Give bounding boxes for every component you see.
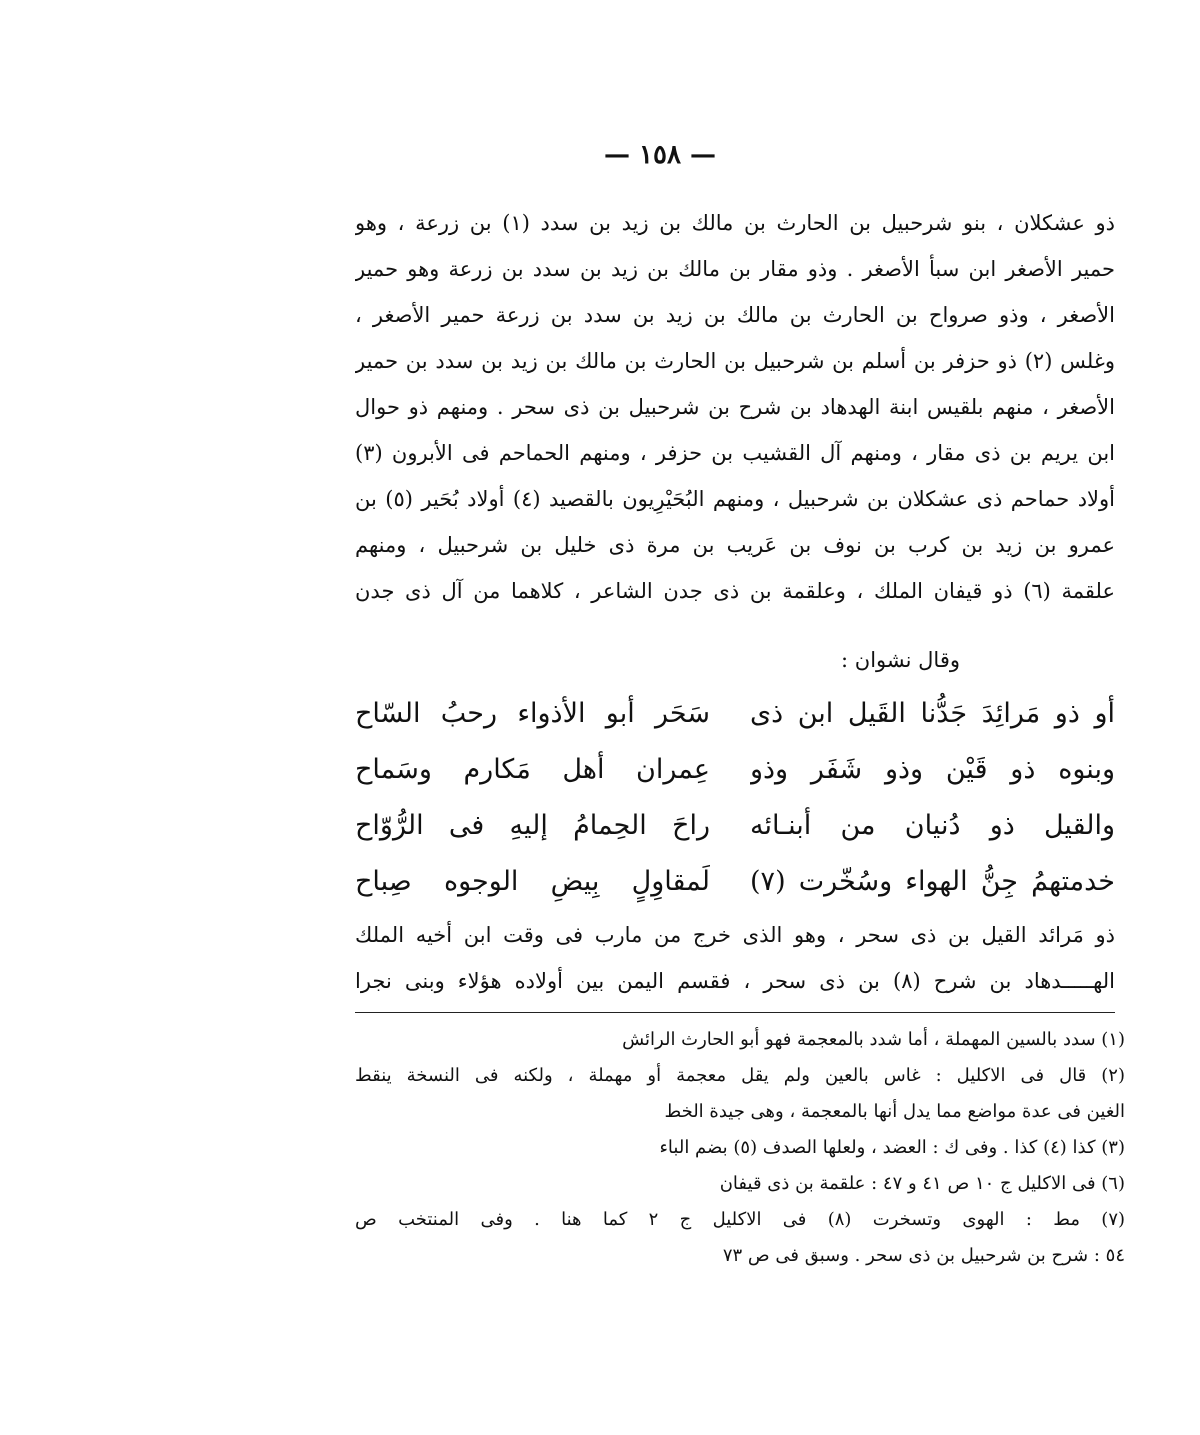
poem-intro: وقال نشوان : [841,648,960,672]
body-line: ذو عشكلان ، بنو شرحبيل بن الحارث بن مالك بن زيد بن سدد (١) بن زرعة ، وهو [355,211,1115,235]
body-line: ابن يريم بن ذى مقار ، ومنهم آل القشيب بن حزفر ، ومنهم الحماحم فى الأبرون (٣) [355,441,1115,465]
hemistich-first: أو ذو مَرائِدَ جَدُّنا القَيل ابن ذى [750,698,1115,729]
hemistich-first: وبنوه ذو قَيْن وذو شَفَر وذو [750,754,1115,785]
footnote-line: (٧) مط : الهوى وتسخرت (٨) فى الاكليل ج ٢ كما هنا . وفى المنتخب ص [355,1209,1125,1230]
body-line: الأصغر ، وذو صرواح بن الحارث بن مالك بن زيد بن سدد بن زرعة حمير الأصغر ، [355,303,1115,327]
footnote-separator [355,1012,1115,1013]
body-line: ذو مَرائد القيل بن ذى سحر ، وهو الذى خرج من مارب فى وقت ابن أخيه الملك [355,923,1115,947]
footnote-line: (٣) كذا (٤) كذا . وفى ك : العضد ، ولعلها الصدف (٥) بضم الباء [659,1137,1125,1158]
poem-couplet [355,854,1115,910]
body-line: علقمة (٦) ذو قيفان الملك ، وعلقمة بن ذى جدن الشاعر ، كلاهما من آل ذى جدن [355,579,1115,603]
body-line: حمير الأصغر ابن سبأ الأصغر . وذو مقار بن مالك بن زيد بن سدد بن زرعة وهو حمير [355,257,1115,281]
page-number: — ١٥٨ — [603,140,717,170]
footnote-line: (١) سدد بالسين المهملة ، أما شدد بالمعجمة فهو أبو الحارث الرائش [622,1029,1125,1050]
footnote-line: الغين فى عدة مواضع مما يدل أنها بالمعجمة ، وهى جيدة الخط [664,1101,1125,1122]
poem-couplet [355,686,1115,742]
poem-couplet [355,742,1115,798]
poem [355,686,1115,910]
footnotes [355,1022,1125,1274]
hemistich-first: والقيل ذو دُنيان من أبنـائه [750,810,1115,841]
body-line: الهـــــدهاد بن شرح (٨) بن ذى سحر ، فقسم اليمن بين أولاده هؤلاء وبنى نجرا [355,969,1115,993]
body-line: أولاد حماحم ذى عشكلان بن شرحبيل ، ومنهم البُحَيْرِيون بالقصيد (٤) أولاد بُحَير (٥) بن [355,487,1115,511]
footnote-line: ٥٤ : شرح بن شرحبيل بن ذى سحر . وسبق فى ص ٧٣ [722,1245,1125,1266]
body-line: وغلس (٢) ذو حزفر بن أسلم بن شرحبيل بن الحارث بن مالك بن زيد بن سدد بن حمير [355,349,1115,373]
body-text-continued [355,912,1115,1004]
hemistich-second: عِمران أهل مَكارم وسَماح [355,754,710,785]
hemistich-second: سَحَر أبو الأذواء رحبُ السّاح [355,698,710,729]
footnote-line: (٦) فى الاكليل ج ١٠ ص ٤١ و ٤٧ : علقمة بن ذى قيفان [719,1173,1125,1194]
poem-couplet [355,798,1115,854]
hemistich-second: راحَ الحِمامُ إليهِ فى الرُّوّاح [355,810,710,841]
hemistich-second: لَمقاوِلٍ بِيضِ الوجوه صِباح [355,866,710,897]
body-text [355,200,1115,614]
hemistich-first: خدمتهمُ جِنُّ الهواء وسُخّرت (٧) [750,866,1115,897]
body-line: عمرو بن زيد بن كرب بن نوف بن عَريب بن مرة ذى خليل بن شرحبيل ، ومنهم [355,533,1115,557]
footnote-line: (٢) قال فى الاكليل : غاس بالعين ولم يقل معجمة أو مهملة ، ولكنه فى النسخة ينقط [355,1065,1125,1086]
body-line: الأصغر ، منهم بلقيس ابنة الهدهاد بن شرح بن شرحبيل بن ذى سحر . ومنهم ذو حوال [355,395,1115,419]
